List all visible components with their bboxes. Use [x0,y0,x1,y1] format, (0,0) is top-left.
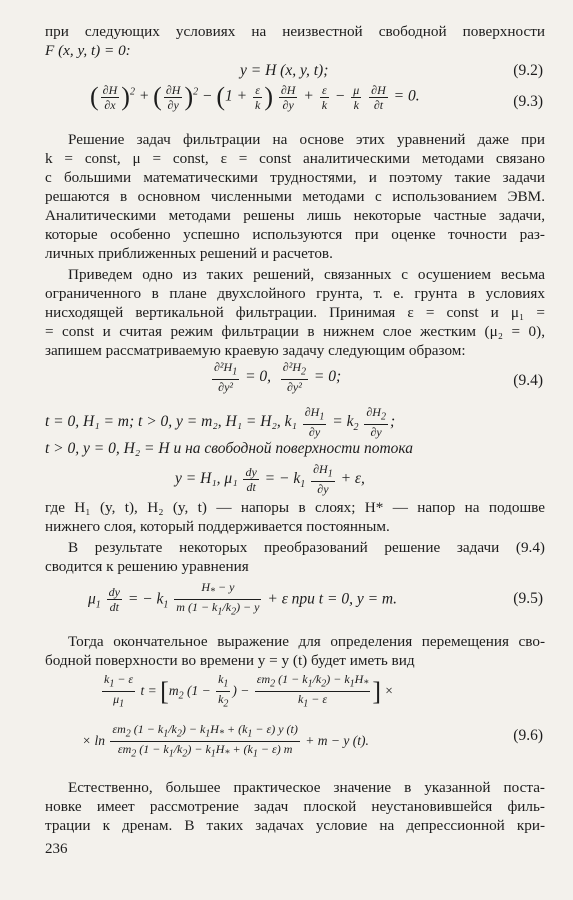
text-line: сводится к решению уравнения [45,558,249,575]
equation-9-6-top: $\frac{k_1 - \varepsilon}{\mu_1}$ $t = [m_2$ (1 − $\frac{k_1}{k_2}$ ) − $\frac{\varepsilon m_2 (1 - k_1/k_2) - k_1H_*}{k_1 - \varepsilon}$ ] × [104,672,394,710]
text-line: с большими математическими трудностями, и поэтому такие задачи [45,169,545,186]
text-line: при следующих условиях на неизвестной свободной поверхности [45,23,545,40]
text-line: запишем рассматриваемую краевую задачу следующим образом: [45,342,466,359]
text-line: трации к дренам. В таких задачах условие на депрессионной кри- [45,817,545,834]
text-line: где H₁ (y, t), H₂ (y, t) — напоры в слоях; H* — напор на подошве [45,499,545,516]
equation-text: y = H₁, μ₁ [175,469,238,487]
text-line: нисходящей вертикальной фильтрации. Принимая ε = const и μ₁ = [45,304,545,321]
text-line: Решение задач фильтрации на основе этих уравнений даже при [68,131,545,148]
equation-9-3: ( $\frac{\partial H}{\partial x}$ )$^2$ + ( $\frac{\partial H}{\partial y}$ )$^2$ − (1 + $\frac{\varepsilon}{k}$ ) $\frac{\partial H}{\partial y}$ + $\frac{\varepsilon}{k}$ − $\frac{\mu}{k}$ $\frac{\partial H}{\partial t}$ = 0. [90,82,420,112]
equation-9-6-bottom: × ln $\frac{\varepsilon m_2 (1 - k_1/k_2) - k_1H_* + (k_1 - \varepsilon) y (t)}{\varepsilon m_2 (1 - k_1/k_2) - k_1H_* + (k_1 - \varepsilon) m}$ + m − y (t). [82,722,369,760]
text-line: k = const, μ = const, ε = const аналитическими методами связано [45,150,545,167]
equation-9-2: y = H (x, y, t); [240,62,329,79]
equation-9-4-line: t > 0, y = 0, H₂ = H и на свободной поверхности потока [45,440,414,457]
text-line: Тогда окончательное выражение для определения перемещения сво- [68,633,545,650]
text-line: Естественно, большее практическое значение в указанной поста- [68,779,545,796]
equation-number: (9.5) [513,590,543,607]
text-line: Приведем одно из таких решений, связанных с осушением весьма [68,266,545,283]
equation-text: t = 0, H₁ = m; t > 0, y = m₂, H₁ = H₂, k₁ [45,412,297,430]
equation-number: (9.6) [513,727,543,744]
text-line: ограниченного в плане двухслойного грунта, т. е. грунта в условиях [45,285,545,302]
equation-number: (9.3) [513,93,543,110]
equation-9-4-pde: $\frac{\partial^2H_1}{\text{∂y²}}$ = 0, $\frac{\partial^2H_2}{\text{∂y²}}$ = 0; [214,360,342,395]
text-line: В результате некоторых преобразований решение задачи (9.4) [68,539,545,556]
text-line: решаются в основном численными методами с использованием ЭВМ. [45,188,545,205]
equation-text: + ε при t = 0, y = m. [267,590,397,608]
equation-9-5: $\mu_1$ $\frac{dy}{dt}$ = − $k_1$ $\frac{H_* - y}{m (1 - k_1/k_2) - y}$ + ε при t = 0, y = m. [88,580,397,618]
text-line: = const и считая режим фильтрации в нижнем слое жестким (μ₂ = 0), [45,323,545,340]
equation-number: (9.4) [513,372,543,389]
page-number: 236 [45,841,68,857]
equation-number: (9.2) [513,62,543,79]
text-line: личных приближенных решений и расчетов. [45,245,333,262]
text-line: нижнего слоя, который поддерживается постоянным. [45,518,390,535]
text-line: Аналитическими методами решены лишь некоторые частные задачи, [45,207,545,224]
text-line: F (x, y, t) = 0: [45,42,131,59]
equation-9-4-free-surface: y = H₁, μ₁ $\frac{dy}{dt}$ = − $k_1$ $\frac{\partial H_1}{\partial y}$ + ε, [175,462,365,497]
text-line: бодной поверхности во времени y = y (t) будет иметь вид [45,652,415,669]
text-line: которые особенно успешно используются при оценке точности раз- [45,226,545,243]
text-line: новке имеет рассмотрение задач плоской неустановившейся филь- [45,798,545,815]
equation-9-4-conditions: t = 0, H₁ = m; t > 0, y = m₂, H₁ = H₂, k₁ $\frac{\partial H_1}{\partial y}$ = $k_2$ $\frac{\partial H_2}{\partial y}$ ; [45,405,396,440]
